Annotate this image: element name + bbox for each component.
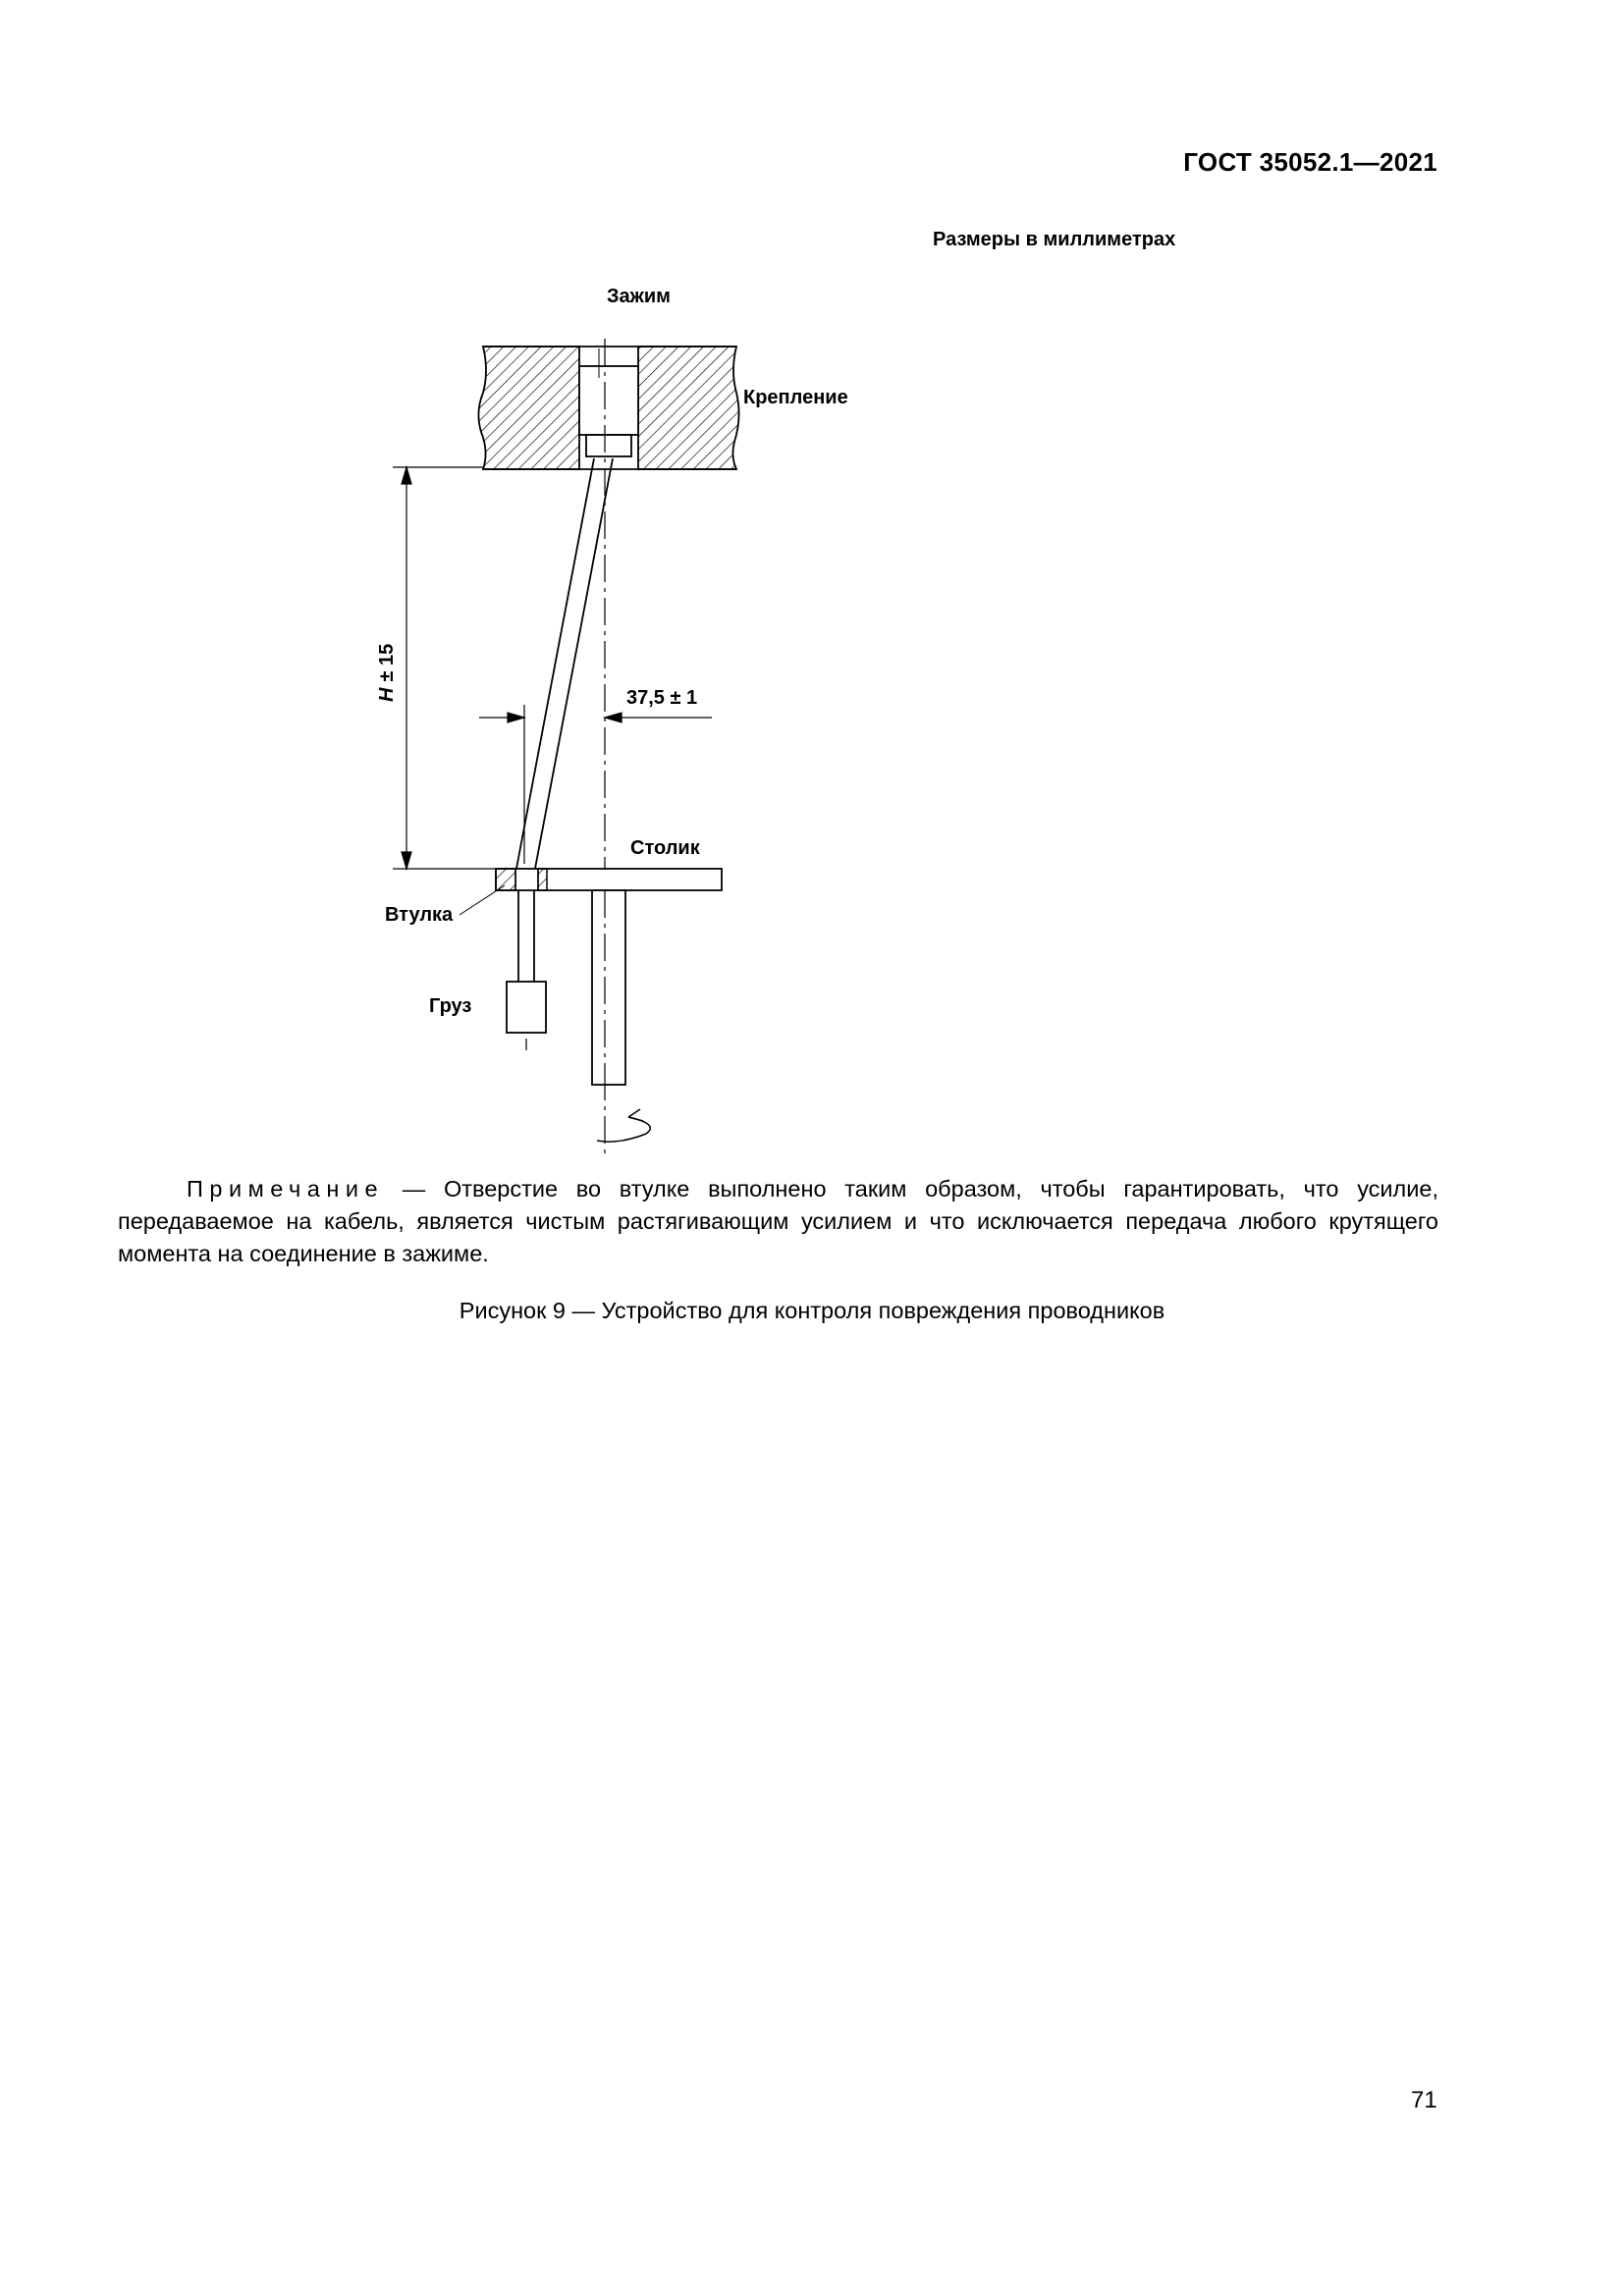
page-number: 71 [1411,2087,1437,2113]
mounting-label: Крепление [743,387,848,408]
note-text: — Отверстие во втулке выполнено таким образом, чтобы гарантировать, что усилие, передаваемое на кабель, является чистым растягивающим усилием и что исключается передача любого крутящего момента на соединение в зажиме. [118,1176,1438,1266]
svg-text:H± 15 [376,644,398,702]
bushing-label: Втулка [385,904,454,926]
units-note: Размеры в миллиметрах [933,229,1176,250]
weight-label: Груз [429,995,472,1017]
note-lead: Примечание [187,1176,385,1201]
cable [515,458,613,874]
height-dim-tolerance: ± 15 [376,643,398,682]
bushing-leader [460,885,505,915]
figure-caption: Рисунок 9 — Устройство для контроля повреждения проводников [459,1298,1165,1323]
table-label: Столик [630,837,700,859]
offset-dim-label: 37,5 ± 1 [626,687,698,709]
clamp-label: Зажим [607,286,671,307]
standard-header: ГОСТ 35052.1—2021 [1183,147,1437,177]
clamp [579,348,638,456]
weight-assembly [507,890,546,1050]
table [496,869,722,1085]
note-paragraph [118,1173,1438,1270]
height-dim-var: H [376,687,398,702]
height-dimension [393,467,496,869]
